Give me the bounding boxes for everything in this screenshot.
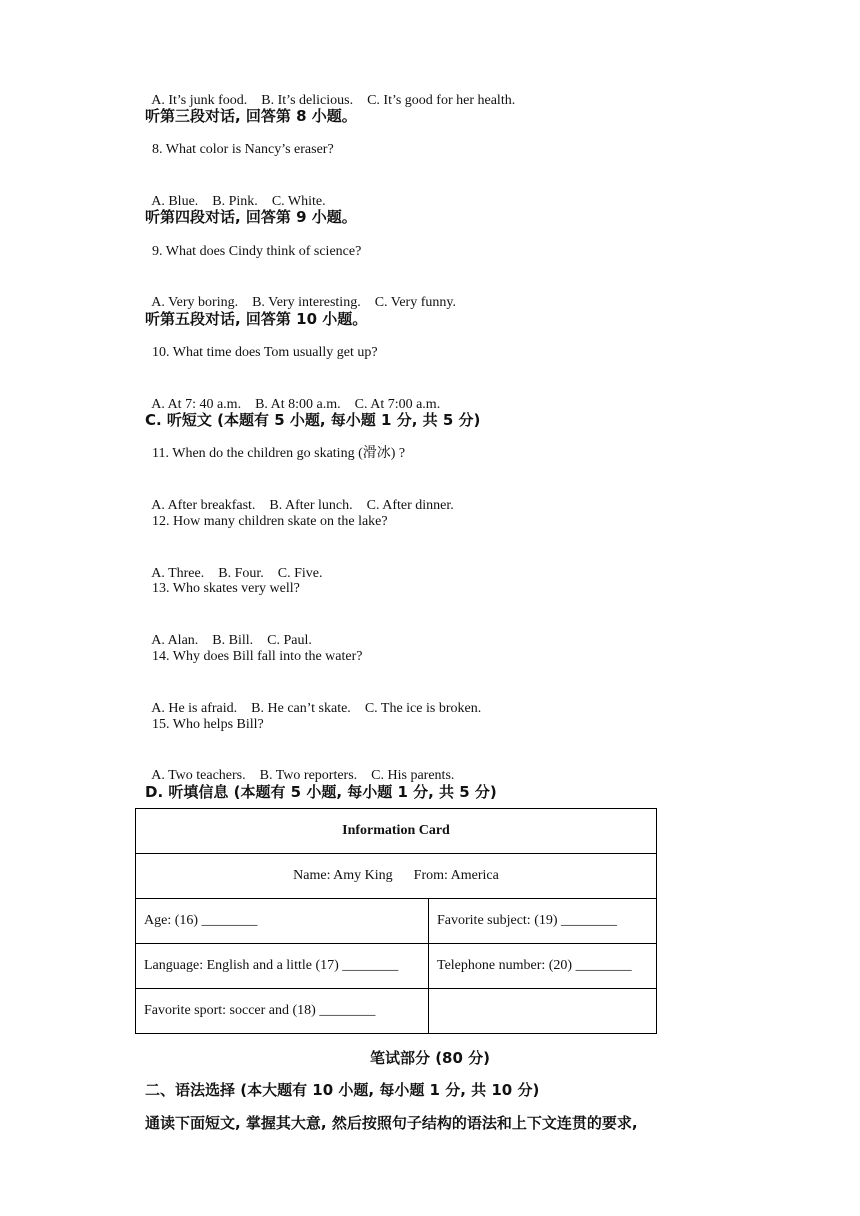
q10-options [145,378,454,414]
q14-option-a: A. He is afraid. [151,701,238,716]
q9-option-b: B. Very interesting. [252,295,361,310]
question-15: 15. Who helps Bill? [152,717,264,732]
question-9: 9. What does Cindy think of science? [152,244,362,259]
q13-option-c: C. Paul. [267,633,312,648]
q15-option-b: B. Two reporters. [259,768,358,783]
q12-option-c: C. Five. [277,566,323,581]
q7-option-a: A. It’s junk food. [151,93,248,108]
card-name-from: Name: Amy King From: America [136,854,657,899]
card-telephone: Telephone number: (20) ________ [429,944,657,989]
section-d-heading: D. 听填信息 (本题有 5 小题, 每小题 1 分, 共 5 分) [145,783,497,801]
q13-option-a: A. Alan. [151,633,199,648]
q11-option-c: C. After dinner. [366,498,454,513]
section-c-heading: C. 听短文 (本题有 5 小题, 每小题 1 分, 共 5 分) [145,411,481,429]
part5-heading: 听第五段对话, 回答第 10 小题。 [145,310,368,328]
q11-option-a: A. After breakfast. [151,498,256,513]
q10-option-b: B. At 8:00 a.m. [255,397,341,412]
q8-options [145,175,340,211]
card-title: Information Card [136,809,657,854]
q9-option-c: C. Very funny. [374,295,456,310]
part3-heading: 听第三段对话, 回答第 8 小题。 [145,107,357,125]
q10-option-a: A. At 7: 40 a.m. [151,397,242,412]
card-favorite-subject: Favorite subject: (19) ________ [429,899,657,944]
q15-options [145,749,468,785]
grammar-section-heading: 二、语法选择 (本大题有 10 小题, 每小题 1 分, 共 10 分) [145,1081,540,1099]
q8-option-c: C. White. [271,194,326,209]
question-11: 11. When do the children go skating (滑冰) ? [152,446,406,461]
q9-option-a: A. Very boring. [151,295,239,310]
card-age: Age: (16) ________ [136,899,429,944]
q10-option-c: C. At 7:00 a.m. [354,397,441,412]
written-part-heading: 笔试部分 (80 分) [369,1049,491,1067]
q14-options [145,682,495,718]
card-favorite-sport: Favorite sport: soccer and (18) ________ [136,989,429,1034]
question-12: 12. How many children skate on the lake? [152,514,388,529]
q8-option-b: B. Pink. [212,194,258,209]
q7-options [145,74,529,110]
question-14: 14. Why does Bill fall into the water? [152,649,363,664]
q14-option-b: B. He can’t skate. [251,701,351,716]
card-language: Language: English and a little (17) ________ [136,944,429,989]
q8-option-a: A. Blue. [151,194,199,209]
q15-option-a: A. Two teachers. [151,768,246,783]
q11-option-b: B. After lunch. [269,498,353,513]
question-10: 10. What time does Tom usually get up? [152,345,378,360]
question-13: 13. Who skates very well? [152,581,300,596]
q13-option-b: B. Bill. [212,633,254,648]
q12-option-a: A. Three. [151,566,205,581]
part4-heading: 听第四段对话, 回答第 9 小题。 [145,208,357,226]
q13-options [145,614,326,650]
information-card-table [135,808,657,1034]
instructions-text: 通读下面短文, 掌握其大意, 然后按照句子结构的语法和上下文连贯的要求, [145,1114,638,1132]
q7-option-c: C. It’s good for her health. [367,93,516,108]
q7-option-b: B. It’s delicious. [261,93,354,108]
card-empty-cell [429,989,657,1034]
q9-options [145,276,470,312]
q12-options [145,547,336,583]
q14-option-c: C. The ice is broken. [364,701,482,716]
q12-option-b: B. Four. [218,566,264,581]
q15-option-c: C. His parents. [371,768,455,783]
question-8: 8. What color is Nancy’s eraser? [152,142,334,157]
q11-options [145,479,468,515]
